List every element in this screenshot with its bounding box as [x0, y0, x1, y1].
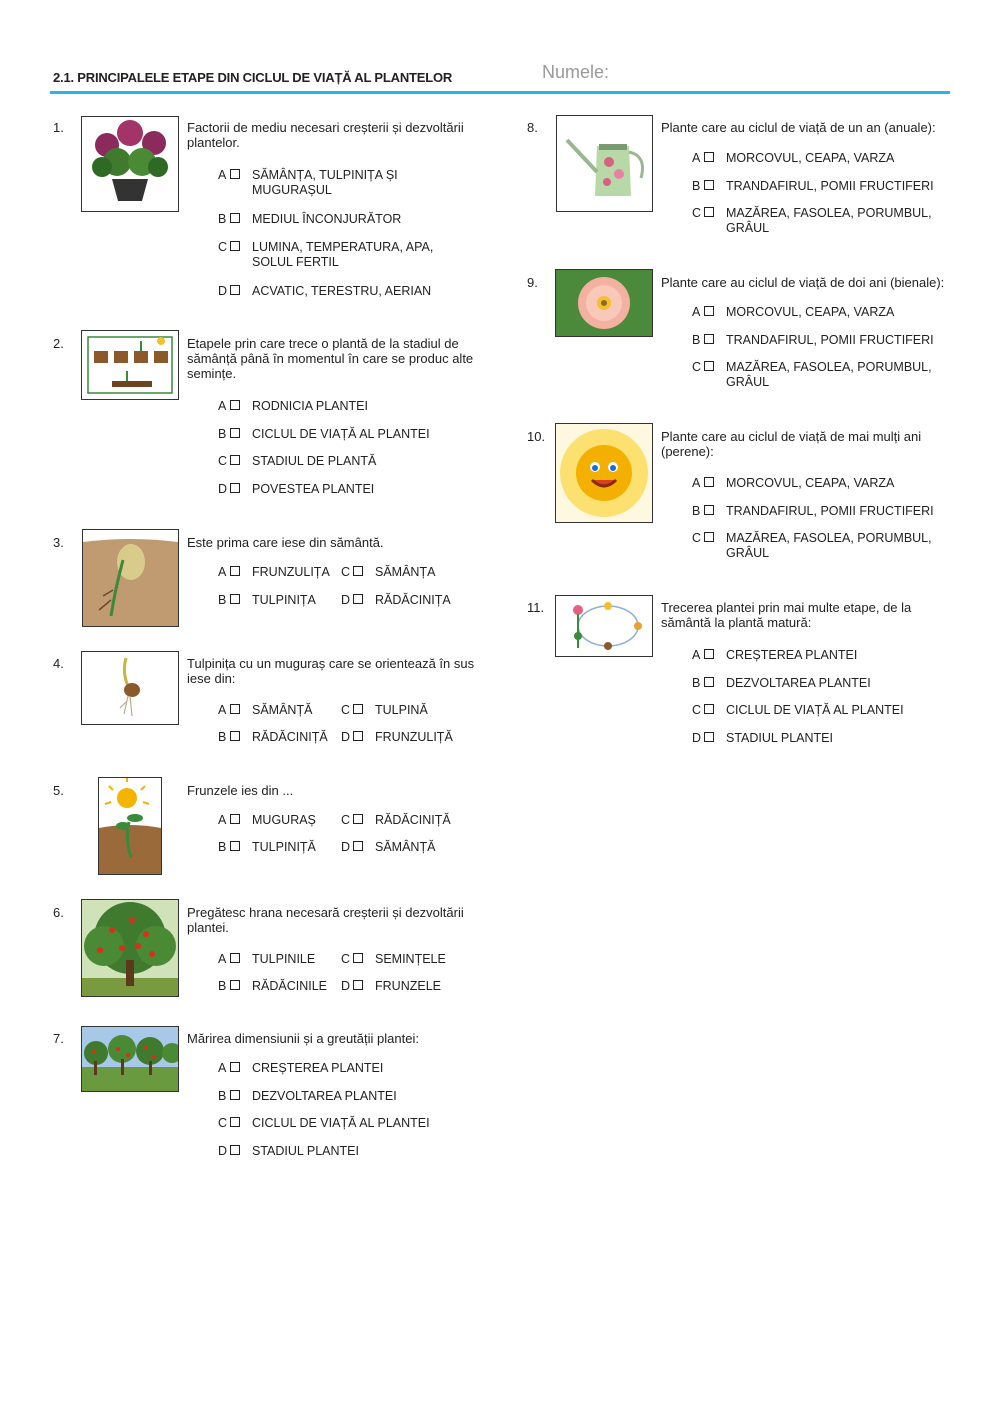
orchard-icon	[81, 1026, 179, 1092]
question-text: Factorii de mediu necesari creșterii și dezvoltării plantelor.	[187, 120, 464, 150]
option-letter: B	[218, 979, 227, 993]
option-text: TRANDAFIRUL, POMII FRUCTIFERI	[726, 333, 934, 347]
option-text: CREȘTEREA PLANTEI	[726, 648, 858, 662]
answer-checkbox[interactable]	[230, 594, 240, 604]
option-letter: D	[218, 482, 228, 496]
option-letter: D	[692, 731, 702, 745]
question-text: Pregătesc hrana necesară creșterii și dezvoltării plantei.	[187, 905, 464, 935]
answer-checkbox[interactable]	[230, 285, 240, 295]
option-letter: A	[692, 151, 701, 165]
option-letter: A	[218, 952, 227, 966]
option-letter: C	[218, 240, 228, 254]
option-text: SĂMÂNȚA, TULPINIȚA ȘI MUGURAȘUL	[252, 168, 398, 197]
option-text: CREȘTEREA PLANTEI	[252, 1061, 384, 1075]
potted-flower-icon	[81, 116, 179, 212]
option-text: MEDIUL ÎNCONJURĂTOR	[252, 212, 402, 226]
question-text: Este prima care iese din sământă.	[187, 535, 384, 550]
option-text: SĂMÂNȚĂ	[252, 703, 313, 717]
option-text: STADIUL PLANTEI	[252, 1144, 359, 1158]
option-text: TULPINILE	[252, 952, 316, 966]
option-letter: C	[692, 360, 702, 374]
option-text: FRUNZULIȚĂ	[375, 730, 453, 744]
answer-checkbox[interactable]	[230, 213, 240, 223]
option-text: SĂMÂNȚA	[375, 565, 436, 579]
option-letter: B	[692, 676, 701, 690]
option-text: RĂDĂCINIȚĂ	[375, 813, 451, 827]
answer-checkbox[interactable]	[353, 731, 363, 741]
option-letter: C	[341, 952, 351, 966]
answer-checkbox[interactable]	[353, 841, 363, 851]
option-letter: B	[218, 1089, 227, 1103]
option-text: STADIUL DE PLANTĂ	[252, 454, 377, 468]
option-text: MAZĂREA, FASOLEA, PORUMBUL, GRÂUL	[726, 360, 932, 389]
option-text: SEMINȚELE	[375, 952, 446, 966]
option-letter: C	[341, 813, 351, 827]
option-letter: B	[218, 593, 227, 607]
option-text: MORCOVUL, CEAPA, VARZA	[726, 151, 895, 165]
question-number: 6.	[53, 905, 64, 920]
answer-checkbox[interactable]	[230, 814, 240, 824]
smiling-sun-icon	[555, 423, 653, 523]
option-text: ACVATIC, TERESTRU, AERIAN	[252, 284, 432, 298]
option-text: TRANDAFIRUL, POMII FRUCTIFERI	[726, 179, 934, 193]
question-number: 7.	[53, 1031, 64, 1046]
option-letter: D	[341, 593, 351, 607]
answer-checkbox[interactable]	[230, 841, 240, 851]
question-number: 5.	[53, 783, 64, 798]
option-text: DEZVOLTAREA PLANTEI	[726, 676, 871, 690]
worksheet-title: 2.1. PRINCIPALELE ETAPE DIN CICLUL DE VIAȚĂ AL PLANTELOR	[53, 70, 453, 85]
answer-checkbox[interactable]	[230, 428, 240, 438]
option-letter: C	[341, 565, 351, 579]
option-text: DEZVOLTAREA PLANTEI	[252, 1089, 397, 1103]
answer-checkbox[interactable]	[353, 704, 363, 714]
question-number: 2.	[53, 336, 64, 351]
option-letter: A	[218, 565, 227, 579]
answer-checkbox[interactable]	[704, 306, 714, 316]
option-letter: D	[341, 840, 351, 854]
answer-checkbox[interactable]	[230, 169, 240, 179]
option-text: CICLUL DE VIAȚĂ AL PLANTEI	[252, 427, 430, 441]
answer-checkbox[interactable]	[230, 1145, 240, 1155]
option-text: MORCOVUL, CEAPA, VARZA	[726, 476, 895, 490]
option-letter: D	[341, 730, 351, 744]
option-letter: A	[218, 813, 227, 827]
seedling-sun-icon	[98, 777, 162, 875]
option-letter: B	[692, 333, 701, 347]
answer-checkbox[interactable]	[230, 704, 240, 714]
option-text: STADIUL PLANTEI	[726, 731, 833, 745]
option-letter: B	[692, 504, 701, 518]
answer-checkbox[interactable]	[353, 980, 363, 990]
answer-checkbox[interactable]	[704, 732, 714, 742]
option-letter: D	[218, 284, 228, 298]
option-letter: B	[218, 212, 227, 226]
option-text: FRUNZULIȚA	[252, 565, 330, 579]
header-divider	[50, 91, 950, 94]
option-text: RĂDĂCINILE	[252, 979, 328, 993]
option-text: MAZĂREA, FASOLEA, PORUMBUL, GRÂUL	[726, 531, 932, 560]
option-text: POVESTEA PLANTEI	[252, 482, 375, 496]
answer-checkbox[interactable]	[230, 1117, 240, 1127]
option-letter: C	[218, 1116, 228, 1130]
answer-checkbox[interactable]	[704, 704, 714, 714]
question-number: 4.	[53, 656, 64, 671]
answer-checkbox[interactable]	[230, 1062, 240, 1072]
answer-checkbox[interactable]	[704, 477, 714, 487]
option-letter: A	[218, 168, 227, 182]
option-text: CICLUL DE VIAȚĂ AL PLANTEI	[726, 703, 904, 717]
answer-checkbox[interactable]	[704, 649, 714, 659]
option-letter: D	[218, 1144, 228, 1158]
option-letter: A	[692, 648, 701, 662]
option-letter: B	[692, 179, 701, 193]
option-letter: C	[341, 703, 351, 717]
option-letter: C	[692, 206, 702, 220]
answer-checkbox[interactable]	[230, 980, 240, 990]
option-letter: C	[692, 703, 702, 717]
answer-checkbox[interactable]	[704, 677, 714, 687]
answer-checkbox[interactable]	[704, 152, 714, 162]
option-text: RĂDĂCINIȚA	[375, 593, 451, 607]
answer-checkbox[interactable]	[704, 207, 714, 217]
option-text: MORCOVUL, CEAPA, VARZA	[726, 305, 895, 319]
answer-checkbox[interactable]	[230, 241, 240, 251]
option-text: MUGURAȘ	[252, 813, 316, 827]
name-label: Numele:	[542, 62, 610, 82]
option-letter: B	[218, 840, 227, 854]
answer-checkbox[interactable]	[704, 361, 714, 371]
answer-checkbox[interactable]	[704, 334, 714, 344]
answer-checkbox[interactable]	[353, 953, 363, 963]
option-text: TRANDAFIRUL, POMII FRUCTIFERI	[726, 504, 934, 518]
question-number: 9.	[527, 275, 538, 290]
option-text: LUMINA, TEMPERATURA, APA, SOLUL FERTIL	[252, 240, 434, 269]
question-text: Plante care au ciclul de viață de mai mulți ani (perene):	[661, 429, 922, 459]
answer-checkbox[interactable]	[704, 532, 714, 542]
watering-can-icon	[556, 115, 653, 212]
answer-checkbox[interactable]	[230, 731, 240, 741]
sprouting-seed-icon	[81, 651, 179, 725]
pink-flower-icon	[555, 269, 653, 337]
option-text: RODNICIA PLANTEI	[252, 399, 368, 413]
option-text: SĂMÂNȚĂ	[375, 840, 436, 854]
answer-checkbox[interactable]	[353, 566, 363, 576]
answer-checkbox[interactable]	[230, 483, 240, 493]
question-text: Etapele prin care trece o plantă de la stadiul de sămânță până în momentul în care se produc alte semințe.	[187, 336, 474, 381]
option-letter: C	[692, 531, 702, 545]
answer-checkbox[interactable]	[230, 566, 240, 576]
option-letter: A	[218, 1061, 227, 1075]
question-number: 3.	[53, 535, 64, 550]
germinating-seed-icon	[82, 529, 179, 627]
option-text: TULPINĂ	[375, 703, 428, 717]
option-letter: B	[218, 427, 227, 441]
question-text: Tulpinița cu un muguraș care se orientează în sus iese din:	[187, 656, 475, 686]
answer-checkbox[interactable]	[353, 594, 363, 604]
option-letter: B	[218, 730, 227, 744]
question-text: Frunzele ies din ...	[187, 783, 294, 798]
question-text: Trecerea plantei prin mai multe etape, de la sământă la plantă matură:	[661, 600, 912, 630]
answer-checkbox[interactable]	[230, 953, 240, 963]
question-text: Plante care au ciclul de viață de un an (anuale):	[661, 120, 936, 135]
question-number: 1.	[53, 120, 64, 135]
option-text: TULPINIȚĂ	[252, 840, 316, 854]
question-text: Plante care au ciclul de viață de doi ani (bienale):	[661, 275, 945, 290]
option-letter: A	[218, 703, 227, 717]
question-number: 8.	[527, 120, 538, 135]
apple-tree-icon	[81, 899, 179, 997]
option-text: TULPINIȚA	[252, 593, 316, 607]
question-number: 11.	[527, 600, 545, 615]
answer-checkbox[interactable]	[704, 505, 714, 515]
option-letter: A	[218, 399, 227, 413]
plant-stages-icon	[81, 330, 179, 400]
answer-checkbox[interactable]	[230, 1090, 240, 1100]
question-number: 10.	[527, 429, 546, 444]
answer-checkbox[interactable]	[230, 455, 240, 465]
answer-checkbox[interactable]	[353, 814, 363, 824]
question-text: Mărirea dimensiunii și a greutății plantei:	[187, 1031, 419, 1046]
option-letter: C	[218, 454, 228, 468]
answer-checkbox[interactable]	[704, 180, 714, 190]
life-cycle-diagram-icon	[555, 595, 653, 657]
option-text: MAZĂREA, FASOLEA, PORUMBUL, GRÂUL	[726, 206, 932, 235]
option-text: CICLUL DE VIAȚĂ AL PLANTEI	[252, 1116, 430, 1130]
answer-checkbox[interactable]	[230, 400, 240, 410]
option-letter: A	[692, 476, 701, 490]
option-letter: A	[692, 305, 701, 319]
option-text: FRUNZELE	[375, 979, 441, 993]
option-letter: D	[341, 979, 351, 993]
option-text: RĂDĂCINIȚĂ	[252, 730, 328, 744]
